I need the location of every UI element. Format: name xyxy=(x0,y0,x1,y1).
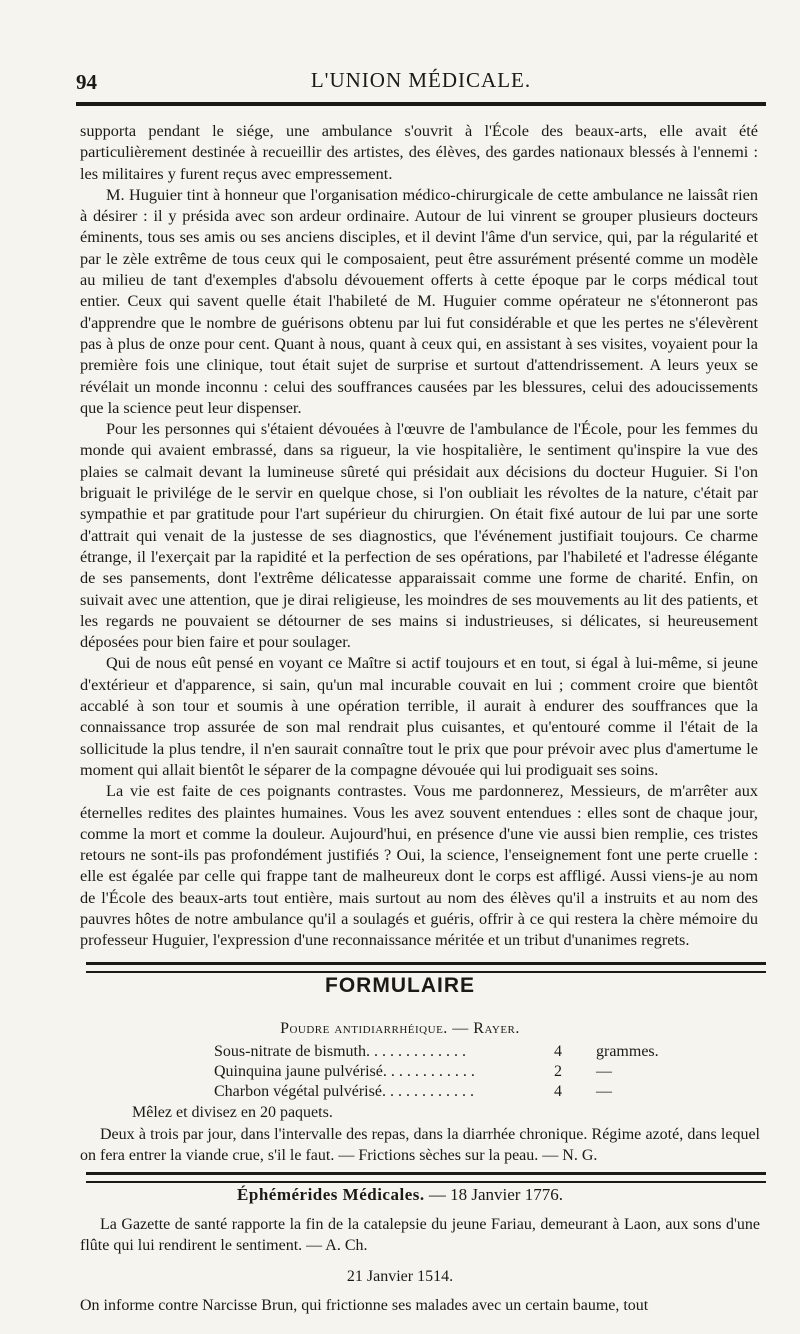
ingredient-quantity: 2 xyxy=(554,1063,562,1080)
page-number: 94 xyxy=(76,70,97,94)
ephemerides-date: 21 Janvier 1514. xyxy=(346,1268,454,1285)
section-divider xyxy=(86,1172,766,1183)
article-paragraph: Qui de nous eût pensé en voyant ce Maître si actif toujours et en tout, si égal à lui-même, si jeune d'extérieur et d'apparence, si sain, qu'un mal incurable couvait en lui ; comment croire que bientôt accablé à son tour et soumis à une opération terrible, il aurait à endurer des souffrances que la connaissance trop assurée de son mal rendrait plus cuisantes, et qu'entouré comme il l'était de la sollicitude la plus tendre, il n'en saurait connaître tout le prix que pour prévoir avec plus d'amertume le moment qui allait bientôt le séparer de la compagne dévouée qui lui prodiguait ses soins. xyxy=(80,653,758,779)
ingredient-quantity: 4 xyxy=(554,1083,562,1100)
ingredient-row xyxy=(214,1083,664,1103)
ingredient-name: Quinquina jaune pulvérisé. . . . . . . . . . . . xyxy=(214,1063,475,1080)
article-paragraph: supporta pendant le siége, une ambulance s'ouvrit à l'École des beaux-arts, elle avait été particulièrement destinée à recueillir des artistes, des élèves, des gardes nationaux blessés à l'ennemi : les militaires y furent reçus avec empressement. xyxy=(80,121,758,183)
ingredient-quantity: 4 xyxy=(554,1043,562,1060)
ingredient-unit: — xyxy=(596,1083,612,1100)
ephemerides-entry: On informe contre Narcisse Brun, qui frictionne ses malades avec un certain baume, tout xyxy=(80,1297,649,1314)
preparation-note: Mêlez et divisez en 20 paquets. xyxy=(132,1104,333,1121)
ephemerides-date: — 18 Janvier 1776. xyxy=(428,1185,563,1204)
ephemerides-heading xyxy=(0,1185,800,1205)
ingredient-unit: — xyxy=(596,1063,612,1080)
recipe-title: Poudre antidiarrhéique. — Rayer. xyxy=(280,1020,520,1037)
ingredient-name: Sous-nitrate de bismuth. . . . . . . . . . . . . xyxy=(214,1043,466,1060)
ingredient-row xyxy=(214,1063,664,1083)
ingredient-unit: grammes. xyxy=(596,1043,659,1060)
article-paragraph: La vie est faite de ces poignants contrastes. Vous me pardonnerez, Messieurs, de m'arrêter aux éternelles redites des plaintes humaines. Vous les avez souvent entendues : elles sont de chaque jour, comme la mort et comme la douleur. Aujourd'hui, en présence d'une vie aussi bien remplie, ces tristes retours ne sont-ils pas profondément justifiés ? Oui, la science, l'enseignement font une perte cruelle : elle est égalée par celle qui frappe tant de malheureux dont le corps est affligé. Aussi viens-je au nom de l'École des beaux-arts tout entière, mais surtout au nom des élèves qu'il a instruits et au nom des pauvres hôtes de notre ambulance qu'il a soulagés et guéris, offrir à ce qui restera la chère mémoire du professeur Huguier, l'expression d'une reconnaissance méritée et un tribut d'unanimes regrets. xyxy=(80,781,758,950)
article-paragraph: M. Huguier tint à honneur que l'organisation médico-chirurgicale de cette ambulance ne laissât rien à désirer : il y présida avec son ardeur ordinaire. Autour de lui vinrent se grouper plusieurs docteurs éminents, tous ses amis ou ses anciens disciples, et il devint l'âme d'un service, qui, par la régularité et par le zèle extrême de tous ceux qui le composaient, peut être assurément présenté comme un modèle au milieu de tant d'exemples d'absolu dévouement offerts à cette époque par le corps médical tout entier. Ceux qui savent quelle était l'habileté de M. Huguier comme opérateur ne s'étonneront pas d'apprendre que le nombre de guérisons obtenu par lui fut considérable et que les pertes ne s'élevèrent pas à plus de onze pour cent. Quant à nous, quant à ceux qui, en assistant à ses visites, voyaient pour la première fois une clinique, tout était sujet de surprise et surtout d'attendrissement. A leurs yeux se révélait un monde inconnu : celui des souffrances causées par les blessures, celui des adoucissements que la science peut leur dispenser. xyxy=(80,184,758,417)
ingredient-name: Charbon végétal pulvérisé. . . . . . . . . . . . xyxy=(214,1083,474,1100)
ephemerides-entry: La Gazette de santé rapporte la fin de la catalepsie du jeune Fariau, demeurant à Laon, aux sons d'une flûte qui lui rendirent le sentiment. — A. Ch. xyxy=(80,1216,760,1254)
ingredient-list xyxy=(214,1043,664,1103)
ingredient-row xyxy=(214,1043,664,1063)
dosage-text: Deux à trois par jour, dans l'intervalle des repas, dans la diarrhée chronique. Régime azoté, dans lequel on fera entrer la viande crue, s'il le faut. — Frictions sèches sur la peau. — N. G. xyxy=(80,1126,760,1164)
ephemerides-title: Éphémérides Médicales. xyxy=(237,1185,425,1204)
article-paragraph: Pour les personnes qui s'étaient dévouées à l'œuvre de l'ambulance de l'École, pour les femmes du monde qui avaient embrassé, dans sa rigueur, la vie hospitalière, le sentiment qu'inspire la vue des plaies se calmait devant la lumineuse sûreté qui présidait aux décisions du docteur Huguier. Si l'on briguait le privilége de le servir en quelque chose, si l'on oubliait les révoltes de la nature, c'était par sympathie et par gratitude pour l'art supérieur du chirurgien. On était fixé autour de lui par une sorte d'attrait qui venait de la justesse de ses diagnostics, que l'événement justifiait toujours. Ce charme étrange, il l'exerçait par la rapidité et la perfection de ses opérations, par l'habileté et l'adresse élégante de ses pansements, dont l'extrême délicatesse apparaissait comme une forme de charité. Enfin, on suivait avec une attention, que je dirai religieuse, les moindres de ses mouvements au lit des patients, et les regards ne pouvaient se détourner de ses mains si industrieuses, si délicates, si heureusement déposées pour bien faire et pour soulager. xyxy=(80,419,758,652)
section-divider xyxy=(86,962,766,973)
page-header xyxy=(76,62,766,106)
article-body xyxy=(80,120,758,951)
running-title: L'UNION MÉDICALE. xyxy=(310,68,532,92)
formulaire-heading: FORMULAIRE xyxy=(325,974,475,997)
